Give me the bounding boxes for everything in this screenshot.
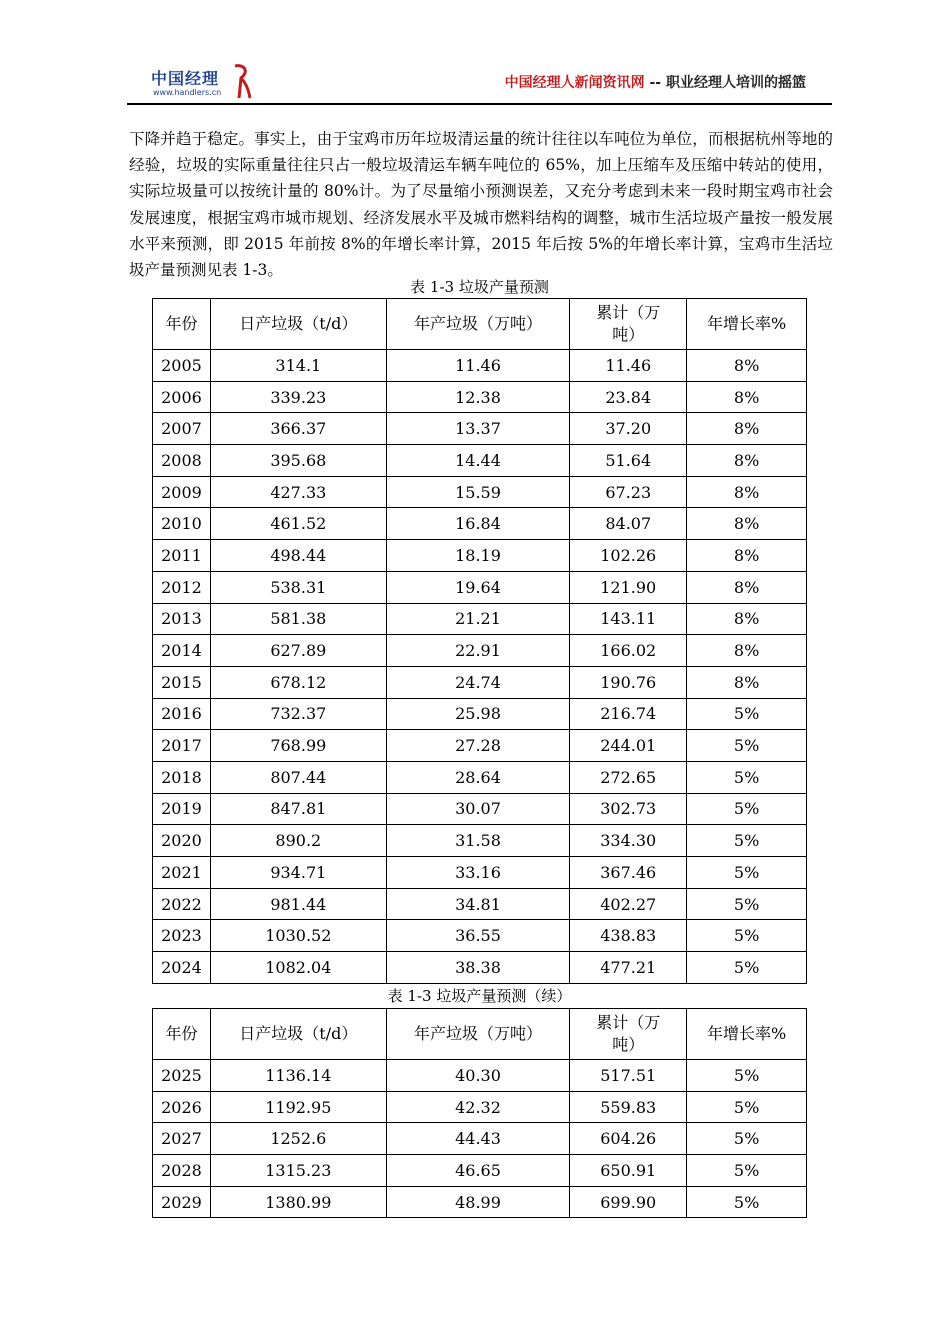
cell-cumulative: 244.01 (570, 730, 687, 762)
cell-daily: 1082.04 (210, 952, 386, 984)
cell-annual: 18.19 (386, 540, 570, 572)
table2-caption: 表 1-3 垃圾产量预测（续） (387, 987, 572, 1005)
cell-annual: 30.07 (386, 793, 570, 825)
cell-annual: 48.99 (386, 1186, 570, 1218)
cell-year: 2009 (153, 476, 211, 508)
cell-annual: 12.38 (386, 381, 570, 413)
cell-growth-rate: 8% (687, 540, 807, 572)
cell-year: 2026 (153, 1091, 211, 1123)
header-growth-rate: 年增长率% (687, 1009, 807, 1060)
cell-daily: 627.89 (210, 635, 386, 667)
cell-year: 2018 (153, 761, 211, 793)
page-header (127, 62, 832, 106)
logo-text: 中国经理 (151, 69, 220, 88)
cell-growth-rate: 8% (687, 603, 807, 635)
table-row (153, 1091, 807, 1123)
cell-year: 2022 (153, 888, 211, 920)
cell-annual: 27.28 (386, 730, 570, 762)
cell-daily: 461.52 (210, 508, 386, 540)
cell-cumulative: 51.64 (570, 445, 687, 477)
cell-year: 2011 (153, 540, 211, 572)
cell-annual: 36.55 (386, 920, 570, 952)
cell-annual: 22.91 (386, 635, 570, 667)
cell-year: 2006 (153, 381, 211, 413)
cell-annual: 25.98 (386, 698, 570, 730)
table-body (153, 350, 807, 984)
cell-daily: 581.38 (210, 603, 386, 635)
cell-cumulative: 121.90 (570, 571, 687, 603)
cell-growth-rate: 5% (687, 952, 807, 984)
cell-annual: 19.64 (386, 571, 570, 603)
body-paragraph (129, 126, 833, 283)
table-header-row (153, 299, 807, 350)
cell-annual: 14.44 (386, 445, 570, 477)
cell-daily: 768.99 (210, 730, 386, 762)
header-divider (127, 103, 832, 105)
cell-year: 2029 (153, 1186, 211, 1218)
table-row (153, 698, 807, 730)
header-daily: 日产垃圾（t/d） (210, 299, 386, 350)
cell-growth-rate: 5% (687, 793, 807, 825)
cell-daily: 934.71 (210, 857, 386, 889)
cell-daily: 1252.6 (210, 1123, 386, 1155)
cell-cumulative: 402.27 (570, 888, 687, 920)
cell-year: 2028 (153, 1155, 211, 1187)
cell-annual: 34.81 (386, 888, 570, 920)
cell-annual: 42.32 (386, 1091, 570, 1123)
cell-growth-rate: 5% (687, 698, 807, 730)
cell-daily: 1380.99 (210, 1186, 386, 1218)
cell-daily: 807.44 (210, 761, 386, 793)
cell-annual: 33.16 (386, 857, 570, 889)
forecast-table (152, 298, 807, 984)
cell-year: 2010 (153, 508, 211, 540)
cell-daily: 314.1 (210, 350, 386, 382)
cell-cumulative: 517.51 (570, 1060, 687, 1092)
cell-cumulative: 477.21 (570, 952, 687, 984)
cell-cumulative: 216.74 (570, 698, 687, 730)
cell-year: 2008 (153, 445, 211, 477)
cell-growth-rate: 5% (687, 761, 807, 793)
table-row (153, 825, 807, 857)
site-title (505, 72, 806, 92)
site-title-slogan: 职业经理人培训的摇篮 (666, 75, 806, 91)
cell-year: 2020 (153, 825, 211, 857)
cell-growth-rate: 5% (687, 857, 807, 889)
cell-cumulative: 367.46 (570, 857, 687, 889)
cell-daily: 339.23 (210, 381, 386, 413)
cell-daily: 678.12 (210, 666, 386, 698)
table-row (153, 571, 807, 603)
cell-daily: 395.68 (210, 445, 386, 477)
table-row (153, 666, 807, 698)
table-row (153, 1155, 807, 1187)
cell-year: 2017 (153, 730, 211, 762)
cell-cumulative: 102.26 (570, 540, 687, 572)
site-title-main: 中国经理人新闻资讯网 (504, 75, 645, 91)
cell-daily: 538.31 (210, 571, 386, 603)
forecast-table-continued (152, 1008, 807, 1218)
table-body (153, 1060, 807, 1218)
cell-annual: 44.43 (386, 1123, 570, 1155)
cell-year: 2027 (153, 1123, 211, 1155)
table-row (153, 350, 807, 382)
cell-growth-rate: 8% (687, 350, 807, 382)
cell-year: 2007 (153, 413, 211, 445)
cell-year: 2005 (153, 350, 211, 382)
table-row (153, 381, 807, 413)
cell-daily: 847.81 (210, 793, 386, 825)
cell-cumulative: 559.83 (570, 1091, 687, 1123)
cell-daily: 1030.52 (210, 920, 386, 952)
cell-daily: 981.44 (210, 888, 386, 920)
cell-cumulative: 166.02 (570, 635, 687, 667)
cell-daily: 732.37 (210, 698, 386, 730)
cell-daily: 1136.14 (210, 1060, 386, 1092)
table-row (153, 476, 807, 508)
cell-growth-rate: 5% (687, 1155, 807, 1187)
company-logo (151, 64, 271, 102)
table-row (153, 920, 807, 952)
cell-growth-rate: 5% (687, 730, 807, 762)
table1-caption: 表 1-3 垃圾产量预测 (410, 278, 549, 296)
cell-cumulative: 302.73 (570, 793, 687, 825)
cell-growth-rate: 8% (687, 571, 807, 603)
cell-annual: 13.37 (386, 413, 570, 445)
table-row (153, 540, 807, 572)
cell-year: 2025 (153, 1060, 211, 1092)
cell-annual: 11.46 (386, 350, 570, 382)
cell-growth-rate: 8% (687, 635, 807, 667)
header-cumulative: 累计（万吨） (570, 299, 687, 350)
cell-growth-rate: 5% (687, 888, 807, 920)
cell-cumulative: 272.65 (570, 761, 687, 793)
cell-daily: 1315.23 (210, 1155, 386, 1187)
logo-mark-icon (229, 64, 251, 100)
cell-cumulative: 604.26 (570, 1123, 687, 1155)
cell-daily: 427.33 (210, 476, 386, 508)
cell-annual: 38.38 (386, 952, 570, 984)
cell-cumulative: 650.91 (570, 1155, 687, 1187)
header-annual: 年产垃圾（万吨） (386, 299, 570, 350)
header-daily: 日产垃圾（t/d） (210, 1009, 386, 1060)
cell-year: 2015 (153, 666, 211, 698)
cell-growth-rate: 8% (687, 476, 807, 508)
table-row (153, 445, 807, 477)
table-row (153, 761, 807, 793)
logo-url: www.handlers.cn (153, 88, 222, 97)
cell-annual: 24.74 (386, 666, 570, 698)
table-row (153, 793, 807, 825)
header-cumulative: 累计（万吨） (570, 1009, 687, 1060)
paragraph-text: 下降并趋于稳定。事实上，由于宝鸡市历年垃圾清运量的统计往往以车吨位为单位，而根据杭州等地的经验，垃圾的实际重量往往只占一般垃圾清运车辆车吨位的 65%，加上压缩车及压缩中转站的使用，实际垃圾量可以按统计量的 80%计。为了尽量缩小预测误差，又充分考虑到未来一段时期宝鸡市社会发展速度，根据宝鸡市城市规划、经济发展水平及城市燃料结构的调整，城市生活垃圾产量按一般发展水平来预测，即 2015 年前按 8%的年增长率计算，2015 年后按 5%的年增长率计算，宝鸡市生活垃圾产量预测见表 1-3。 (129, 130, 833, 280)
cell-growth-rate: 5% (687, 1123, 807, 1155)
cell-daily: 1192.95 (210, 1091, 386, 1123)
table-row (153, 1060, 807, 1092)
cell-cumulative: 67.23 (570, 476, 687, 508)
table-header-row (153, 1009, 807, 1060)
cell-cumulative: 438.83 (570, 920, 687, 952)
cell-annual: 40.30 (386, 1060, 570, 1092)
table-row (153, 603, 807, 635)
cell-growth-rate: 5% (687, 920, 807, 952)
cell-year: 2023 (153, 920, 211, 952)
table-row (153, 952, 807, 984)
cell-growth-rate: 8% (687, 413, 807, 445)
cell-daily: 366.37 (210, 413, 386, 445)
table-row (153, 508, 807, 540)
table-row (153, 1186, 807, 1218)
cell-daily: 890.2 (210, 825, 386, 857)
cell-growth-rate: 5% (687, 825, 807, 857)
cell-cumulative: 37.20 (570, 413, 687, 445)
cell-cumulative: 84.07 (570, 508, 687, 540)
cell-growth-rate: 8% (687, 508, 807, 540)
cell-annual: 31.58 (386, 825, 570, 857)
cell-year: 2013 (153, 603, 211, 635)
table-row (153, 857, 807, 889)
cell-cumulative: 190.76 (570, 666, 687, 698)
site-title-separator: -- (644, 75, 666, 91)
cell-annual: 15.59 (386, 476, 570, 508)
header-year: 年份 (153, 299, 211, 350)
cell-annual: 28.64 (386, 761, 570, 793)
cell-year: 2024 (153, 952, 211, 984)
header-year: 年份 (153, 1009, 211, 1060)
table-row (153, 730, 807, 762)
cell-year: 2014 (153, 635, 211, 667)
cell-daily: 498.44 (210, 540, 386, 572)
cell-year: 2016 (153, 698, 211, 730)
cell-cumulative: 23.84 (570, 381, 687, 413)
header-growth-rate: 年增长率% (687, 299, 807, 350)
cell-growth-rate: 8% (687, 445, 807, 477)
cell-cumulative: 334.30 (570, 825, 687, 857)
cell-annual: 46.65 (386, 1155, 570, 1187)
table-row (153, 888, 807, 920)
header-annual: 年产垃圾（万吨） (386, 1009, 570, 1060)
cell-annual: 16.84 (386, 508, 570, 540)
cell-growth-rate: 5% (687, 1186, 807, 1218)
cell-growth-rate: 5% (687, 1091, 807, 1123)
cell-year: 2019 (153, 793, 211, 825)
table-row (153, 413, 807, 445)
cell-cumulative: 699.90 (570, 1186, 687, 1218)
cell-annual: 21.21 (386, 603, 570, 635)
table-row (153, 1123, 807, 1155)
cell-growth-rate: 8% (687, 381, 807, 413)
cell-year: 2012 (153, 571, 211, 603)
cell-year: 2021 (153, 857, 211, 889)
table-row (153, 635, 807, 667)
cell-cumulative: 143.11 (570, 603, 687, 635)
cell-cumulative: 11.46 (570, 350, 687, 382)
cell-growth-rate: 8% (687, 666, 807, 698)
cell-growth-rate: 5% (687, 1060, 807, 1092)
